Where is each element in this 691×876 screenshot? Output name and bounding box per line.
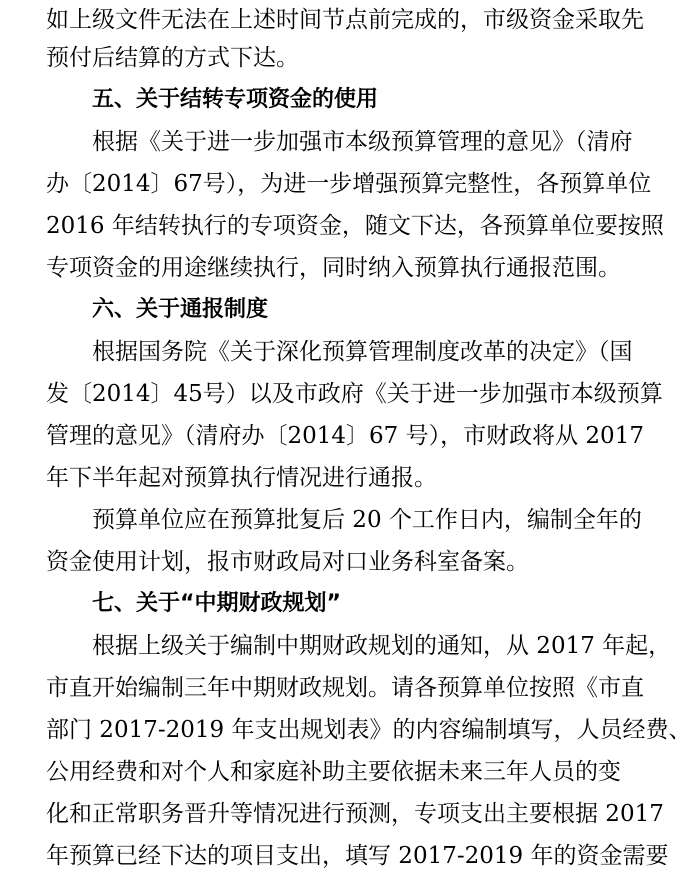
paragraph-line: 2016 年结转执行的专项资金，随文下达，各预算单位要按照 <box>46 213 664 239</box>
paragraph-line: 如上级文件无法在上述时间节点前完成的，市级资金采取先 <box>46 7 644 33</box>
paragraph-line: 办〔2014〕67号），为进一步增强预算完整性，各预算单位 <box>46 171 652 197</box>
paragraph-line: 部门 2017-2019 年支出规划表》的内容编制填写，人员经费、 <box>46 717 691 743</box>
paragraph-line: 市直开始编制三年中期财政规划。请各预算单位按照《市直 <box>46 675 644 701</box>
paragraph-line: 根据上级关于编制中期财政规划的通知，从 2017 年起， <box>92 633 672 659</box>
paragraph-line: 根据《关于进一步加强市本级预算管理的意见》（清府 <box>92 129 633 155</box>
paragraph-line: 资金使用计划，报市财政局对口业务科室备案。 <box>46 549 529 575</box>
section-heading-5: 五、关于结转专项资金的使用 <box>92 87 379 112</box>
paragraph-line: 预算单位应在预算批复后 20 个工作日内，编制全年的 <box>92 507 642 533</box>
section-heading-7: 七、关于“中期财政规划” <box>92 591 341 616</box>
paragraph-line: 年预算已经下达的项目支出，填写 2017-2019 年的资金需要 <box>46 843 669 869</box>
paragraph-line: 管理的意见》（清府办〔2014〕67 号），市财政将从 2017 <box>46 423 644 449</box>
paragraph-line: 公用经费和对个人和家庭补助主要依据未来三年人员的变 <box>46 759 621 785</box>
paragraph-line: 专项资金的用途继续执行，同时纳入预算执行通报范围。 <box>46 255 621 281</box>
paragraph-line: 发〔2014〕45号）以及市政府《关于进一步加强市本级预算 <box>46 381 663 407</box>
paragraph-line: 预付后结算的方式下达。 <box>46 45 299 71</box>
paragraph-line: 年下半年起对预算执行情况进行通报。 <box>46 465 437 491</box>
section-heading-6: 六、关于通报制度 <box>92 297 269 322</box>
paragraph-line: 根据国务院《关于深化预算管理制度改革的决定》（国 <box>92 339 633 365</box>
paragraph-line: 化和正常职务晋升等情况进行预测，专项支出主要根据 2017 <box>46 801 664 827</box>
